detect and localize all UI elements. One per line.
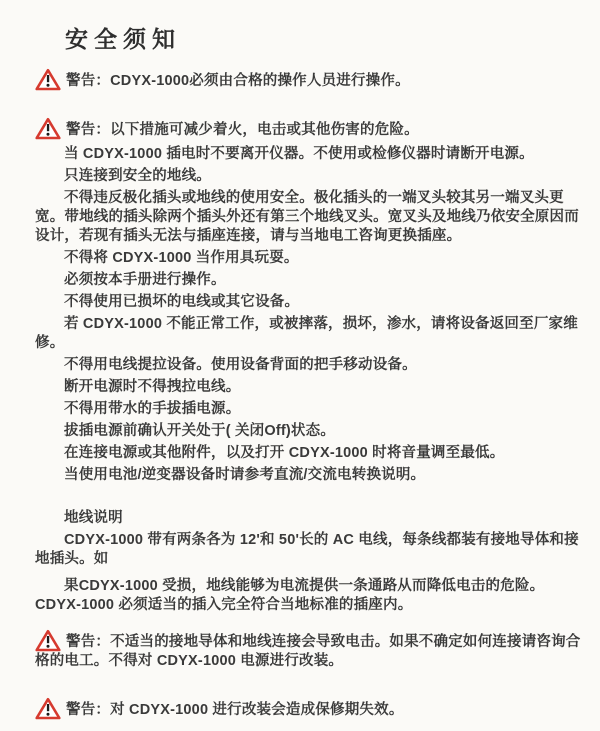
precaution-item: 只连接到安全的地线。 xyxy=(64,168,211,184)
warning-text: CDYX-1000必须由合格的操作人员进行操作。 xyxy=(110,73,410,89)
warning-text: 不适当的接地导体和地线连接会导致电击。如果不确定如何连接请咨询合格的电工。不得对 CDYX-1000 电源进行改装。 xyxy=(35,634,581,669)
warning-triangle-icon xyxy=(35,697,61,720)
warning-triangle-icon xyxy=(35,68,61,91)
grounding-paragraph: 果CDYX-1000 受损，地线能够为电流提供一条通路从而降低电击的危险。CDYX-1000 必须适当的插入完全符合当地标准的插座内。 xyxy=(35,578,545,613)
precaution-item: 不得违反极化插头或地线的使用安全。极化插头的一端叉头较其另一端叉头更宽。带地线的插头除两个插头外还有第三个地线叉头。宽叉头及地线乃依安全原因而设计，若现有插头无法与插座连接，请与当地电工咨询更换插座。 xyxy=(35,190,579,244)
precaution-item: 断开电源时不得拽拉电线。 xyxy=(64,379,241,395)
warning-label: 警告： xyxy=(66,702,111,718)
precaution-item: 若 CDYX-1000 不能正常工作，或被摔落，损坏，渗水，请将设备返回至厂家维修。 xyxy=(35,316,578,351)
precaution-item: 在连接电源或其他附件，以及打开 CDYX-1000 时将音量调至最低。 xyxy=(64,445,505,461)
warning-paragraph xyxy=(35,697,586,720)
warning-paragraph xyxy=(35,68,586,91)
page-title: 安全须知 xyxy=(65,26,181,52)
warning-paragraph xyxy=(35,117,586,140)
warning-paragraph xyxy=(35,629,586,671)
grounding-paragraph: CDYX-1000 带有两条各为 12'和 50'长的 AC 电线，每条线都装有接地导体和接地插头。如 xyxy=(35,532,579,567)
warning-text: 对 CDYX-1000 进行改装会造成保修期失效。 xyxy=(110,702,404,718)
precaution-item: 不得用电线提拉设备。使用设备背面的把手移动设备。 xyxy=(64,357,417,373)
warning-text: 以下措施可减少着火，电击或其他伤害的危险。 xyxy=(110,122,419,138)
warning-triangle-icon xyxy=(35,629,61,652)
precaution-item: 不得使用已损坏的电线或其它设备。 xyxy=(64,294,300,310)
precaution-item: 不得用带水的手拔插电源。 xyxy=(64,401,241,417)
precaution-item: 不得将 CDYX-1000 当作用具玩耍。 xyxy=(64,250,299,266)
precaution-item: 当 CDYX-1000 插电时不要离开仪器。不使用或检修仪器时请断开电源。 xyxy=(64,146,534,162)
warning-triangle-icon xyxy=(35,117,61,140)
grounding-section-heading: 地线说明 xyxy=(64,510,123,526)
warning-label: 警告： xyxy=(66,73,111,89)
precaution-item: 当使用电池/逆变器设备时请参考直流/交流电转换说明。 xyxy=(64,467,426,483)
warning-label: 警告： xyxy=(66,634,111,650)
precaution-item: 必须按本手册进行操作。 xyxy=(64,272,226,288)
precaution-item: 拔插电源前确认开关处于( 关闭Off)状态。 xyxy=(64,423,336,439)
warning-label: 警告： xyxy=(66,122,111,138)
